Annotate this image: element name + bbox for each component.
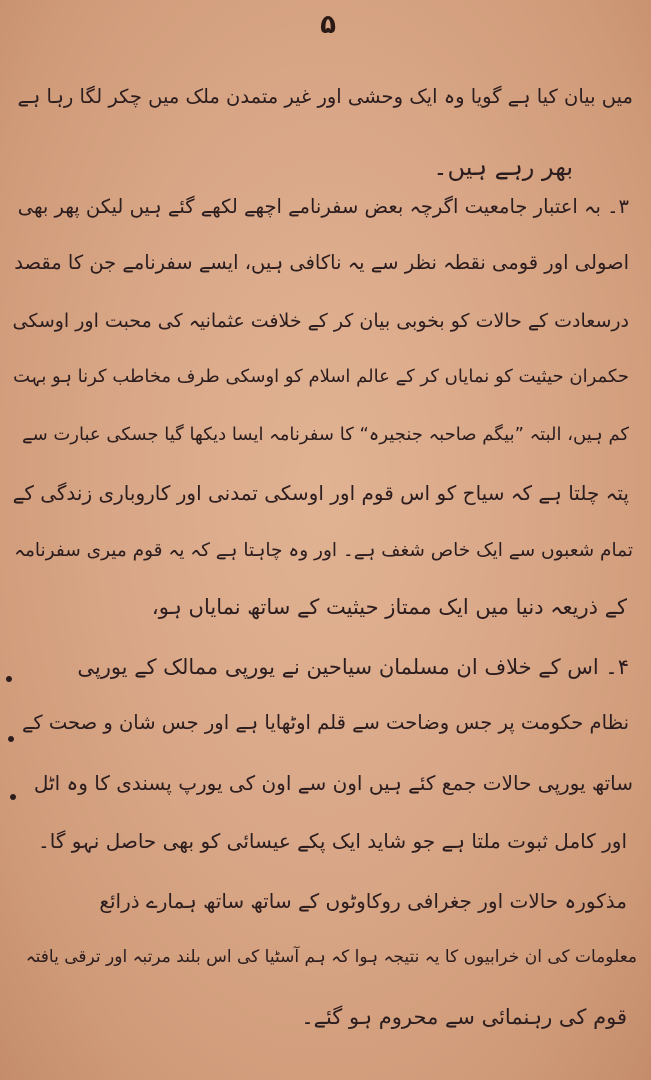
text-line: مذکورہ حالات اور جغرافی روکاوٹوں کے ساتھ ساتھ ہمارے ذرائع — [99, 889, 627, 913]
text-line: کم ہیں، البتہ ”بیگم صاحبہ جنجیرہ“ کا سفرنامہ ایسا دیکھا گیا جسکی عبارت سے — [22, 424, 629, 445]
text-line: نظام حکومت پر جس وضاحت سے قلم اوٹھایا ہے اور جس شان و صحت کے — [21, 711, 629, 734]
text-line: قوم کی رہنمائی سے محروم ہو گئے۔ — [301, 1005, 627, 1029]
text-line: درسعادت کے حالات کو بخوبی بیان کر کے خلافت عثمانیہ کی محبت اور اوسکی — [12, 310, 629, 332]
text-line: میں بیان کیا ہے گویا وہ ایک وحشی اور غیر متمدن ملک میں چکر لگا رہا ہے — [17, 85, 633, 108]
margin-mark — [10, 794, 16, 800]
text-line: معلومات کی ان خرابیوں کا یہ نتیجہ ہوا کہ ہم آسٹیا کی اس بلند مرتبہ اور ترقی یافتہ — [25, 947, 637, 967]
text-line: تمام شعبوں سے ایک خاص شغف ہے۔ اور وہ چاہتا ہے کہ یہ قوم میری سفرنامہ — [14, 540, 633, 561]
text-line: اصولی اور قومی نقطہ نظر سے یہ ناکافی ہیں، ایسے سفرنامے جن کا مقصد — [14, 251, 629, 274]
margin-mark — [6, 676, 12, 682]
text-line: ساتھ یورپی حالات جمع کئے ہیں اون سے اون کی یورپ پسندی کا وہ اٹل — [33, 771, 633, 795]
text-line: پتہ چلتا ہے کہ سیاح کو اس قوم اور اوسکی تمدنی اور کاروباری زندگی کے — [12, 481, 629, 505]
text-line: حکمران حیثیت کو نمایاں کر کے عالم اسلام کو اوسکی طرف مخاطب کرنا ہو بہت — [13, 366, 629, 387]
text-line: کے ذریعہ دنیا میں ایک ممتاز حیثیت کے ساتھ نمایاں ہو، — [151, 595, 627, 619]
margin-mark — [8, 736, 14, 742]
text-line: اور کامل ثبوت ملتا ہے جو شاید ایک پکے عیسائی کو بھی حاصل نہو گا۔ — [38, 829, 627, 853]
text-line: ۴۔ اس کے خلاف ان مسلمان سیاحین نے یورپی ممالک کے یورپی — [77, 655, 629, 679]
text-line: ۳۔ بہ اعتبار جامعیت اگرچہ بعض سفرنامے اچھے لکھے گئے ہیں لیکن پھر بھی — [17, 195, 629, 218]
page-number: ۵ — [320, 10, 336, 40]
text-line: بھر رہے ہیں۔ — [433, 153, 573, 181]
